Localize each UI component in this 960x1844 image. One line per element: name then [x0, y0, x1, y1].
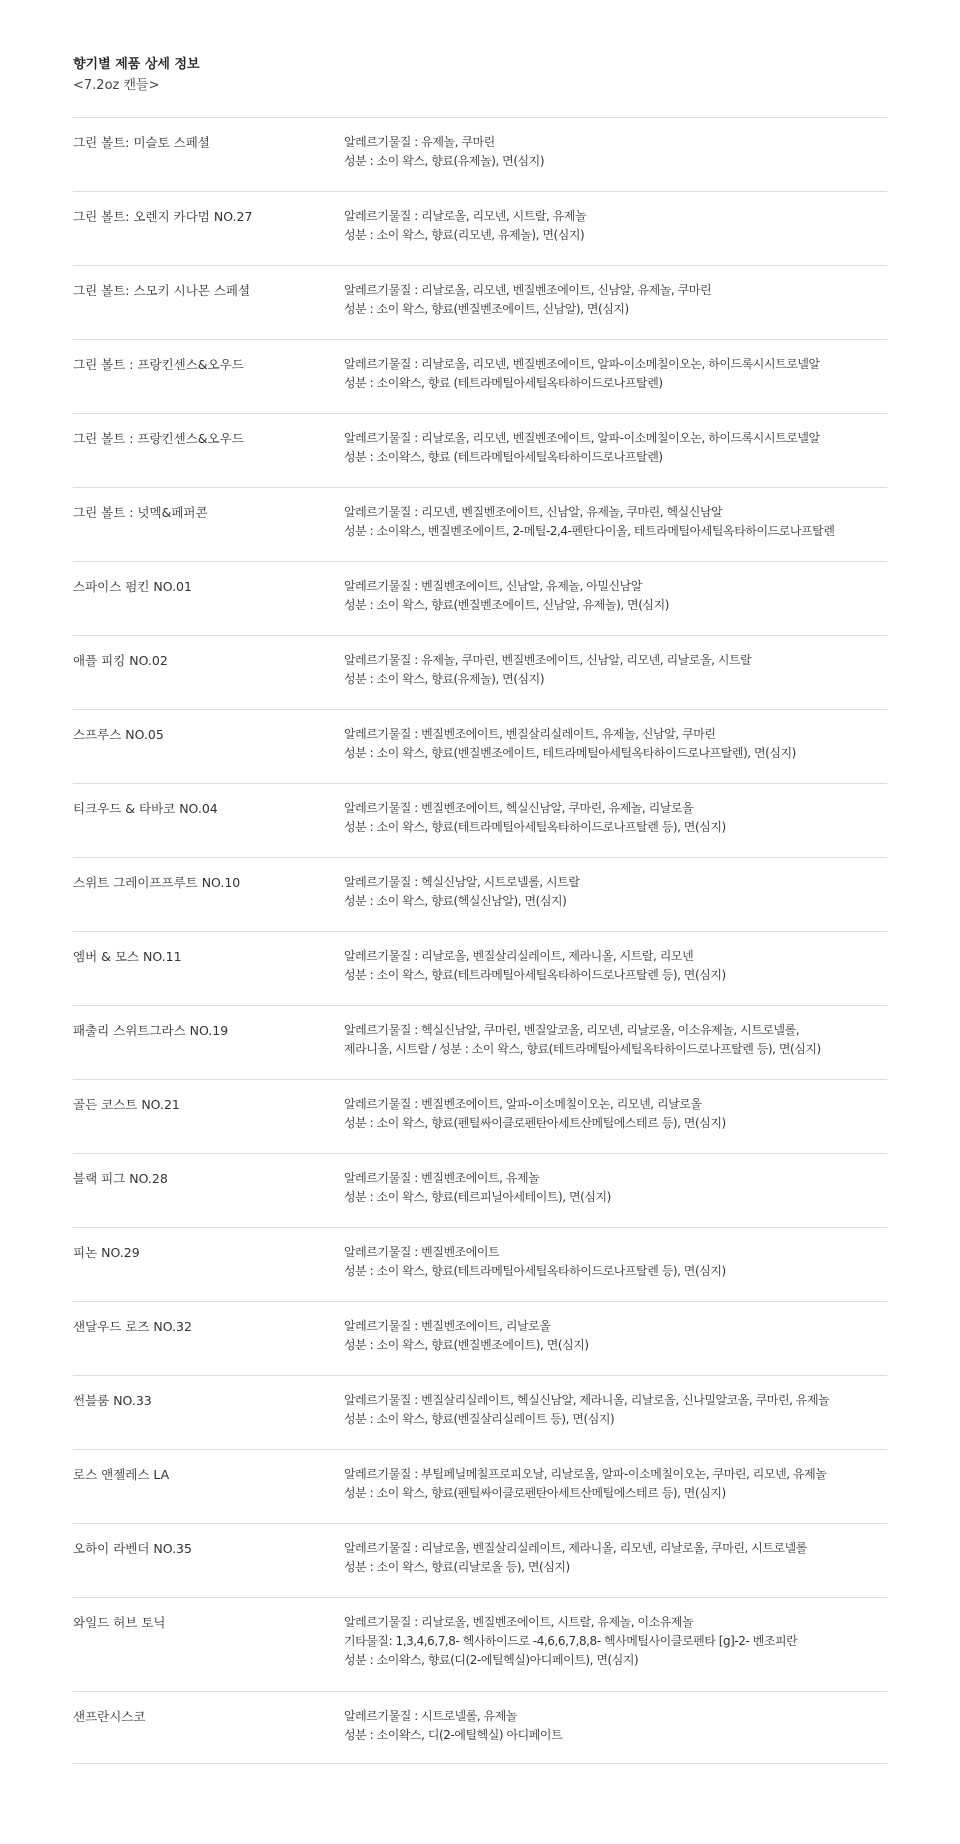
scent-name: 패출리 스위트그라스 NO.19 — [73, 1023, 229, 1038]
detail-line: 알레르기물질 : 유제놀, 쿠마린, 벤질벤조에이트, 신남알, 리모넨, 리날로올, 시트랄 — [344, 653, 752, 667]
scent-name: 샌달우드 로즈 NO.32 — [73, 1319, 192, 1334]
table-row — [73, 1302, 887, 1376]
scent-details — [344, 799, 887, 857]
scent-name: 그린 볼트: 오렌지 카다멈 NO.27 — [73, 209, 253, 224]
detail-line: 알레르기물질 : 시트로넬롤, 유제놀 — [344, 1709, 518, 1723]
scent-name: 그린 볼트: 스모키 시나몬 스페셜 — [73, 283, 251, 298]
table-row — [73, 1154, 887, 1228]
detail-line: 기타물질: 1,3,4,6,7,8- 헥사하이드로 -4,6,6,7,8,8- 헥사메틸사이클로펜타 [g]-2- 벤조피란 — [344, 1634, 798, 1648]
scent-name: 블랙 피그 NO.28 — [73, 1171, 168, 1186]
scent-details — [344, 651, 887, 709]
table-row — [73, 340, 887, 414]
scent-details — [344, 577, 887, 635]
page-title: 향기별 제품 상세 정보 — [73, 57, 200, 72]
scent-name: 그린 볼트 : 넛멕&페퍼콘 — [73, 505, 208, 520]
detail-line: 알레르기물질 : 리날로올, 벤질살리실레이트, 제라니올, 리모넨, 리날로올, 쿠마린, 시트로넬롤 — [344, 1541, 807, 1555]
scent-name: 스위트 그레이프프루트 NO.10 — [73, 875, 241, 890]
detail-line: 성분 : 소이 왁스, 향료(벤질벤조에이트, 신남알), 면(심지) — [344, 302, 629, 316]
detail-line: 성분 : 소이 왁스, 향료(펜틸싸이클로펜탄아세트산메틸에스테르 등), 면(심지) — [344, 1116, 726, 1130]
table-row — [73, 414, 887, 488]
table-row — [73, 1692, 887, 1764]
detail-line: 알레르기물질 : 리날로올, 리모넨, 벤질벤조에이트, 신남알, 유제놀, 쿠마린 — [344, 283, 712, 297]
table-row — [73, 266, 887, 340]
detail-line: 성분 : 소이 왁스, 향료(리날로올 등), 면(심지) — [344, 1560, 570, 1574]
detail-line: 성분 : 소이 왁스, 향료(벤질벤조에이트, 신남알, 유제놀), 면(심지) — [344, 598, 669, 612]
table-row — [73, 488, 887, 562]
scent-details — [344, 429, 887, 487]
detail-line: 알레르기물질 : 부틸페닐메칠프로피오날, 리날로올, 알파-이소메칠이오논, 쿠마린, 리모넨, 유제놀 — [344, 1467, 827, 1481]
detail-line: 성분 : 소이왁스, 디(2-에틸헥실) 아디페이트 — [344, 1728, 563, 1742]
detail-line: 알레르기물질 : 리날로올, 리모넨, 벤질벤조에이트, 알파-이소메칠이오논, 하이드록시시트로넬알 — [344, 431, 820, 445]
detail-line: 알레르기물질 : 리날로올, 리모넨, 시트랄, 유제놀 — [344, 209, 587, 223]
table-row — [73, 562, 887, 636]
table-row — [73, 710, 887, 784]
scent-details — [344, 355, 887, 413]
scent-name: 스파이스 펌킨 NO.01 — [73, 579, 192, 594]
detail-line: 성분 : 소이 왁스, 향료(테트라메틸아세틸옥타하이드로나프탈렌 등), 면(심지) — [344, 820, 726, 834]
scent-name: 티크우드 & 타바코 NO.04 — [73, 801, 218, 816]
detail-line: 제라니올, 시트랄 / 성분 : 소이 왁스, 향료(테트라메틸아세틸옥타하이드로나프탈렌 등), 면(심지) — [344, 1042, 821, 1056]
scent-details — [344, 1707, 887, 1763]
detail-line: 알레르기물질 : 리모넨, 벤질벤조에이트, 신남알, 유제놀, 쿠마린, 헥실신남알 — [344, 505, 723, 519]
table-row — [73, 192, 887, 266]
scent-table — [73, 117, 887, 1764]
scent-name: 썬블룸 NO.33 — [73, 1393, 152, 1408]
detail-line: 성분 : 소이 왁스, 향료(테트라메틸아세틸옥타하이드로나프탈렌 등), 면(심지) — [344, 968, 726, 982]
detail-line: 알레르기물질 : 벤질벤조에이트, 리날로올 — [344, 1319, 551, 1333]
scent-details — [344, 1317, 887, 1375]
scent-name: 샌프란시스코 — [73, 1709, 146, 1724]
detail-line: 성분 : 소이 왁스, 향료(유제놀), 면(심지) — [344, 154, 545, 168]
detail-line: 알레르기물질 : 헥실신남알, 시트로넬롤, 시트랄 — [344, 875, 580, 889]
scent-name: 그린 볼트: 미슬토 스페셜 — [73, 135, 210, 150]
detail-line: 성분 : 소이 왁스, 향료(벤질벤조에이트), 면(심지) — [344, 1338, 589, 1352]
table-row — [73, 858, 887, 932]
scent-details — [344, 1169, 887, 1227]
detail-line: 알레르기물질 : 리날로올, 리모넨, 벤질벤조에이트, 알파-이소메칠이오논, 하이드록시시트로넬알 — [344, 357, 820, 371]
detail-line: 알레르기물질 : 유제놀, 쿠마린 — [344, 135, 495, 149]
scent-details — [344, 947, 887, 1005]
detail-line: 알레르기물질 : 벤질벤조에이트, 신남알, 유제놀, 아밀신남알 — [344, 579, 642, 593]
scent-name: 오하이 라벤더 NO.35 — [73, 1541, 192, 1556]
detail-line: 성분 : 소이왁스, 향료(디(2-에틸헥실)아디페이트), 면(심지) — [344, 1653, 639, 1667]
detail-line: 성분 : 소이 왁스, 향료(벤질살리실레이트 등), 면(심지) — [344, 1412, 615, 1426]
detail-line: 성분 : 소이왁스, 향료 (테트라메틸아세틸옥타하이드로나프탈렌) — [344, 376, 663, 390]
detail-line: 성분 : 소이 왁스, 향료(리모넨, 유제놀), 면(심지) — [344, 228, 585, 242]
scent-details — [344, 1243, 887, 1301]
table-row — [73, 636, 887, 710]
scent-details — [344, 1391, 887, 1449]
scent-details — [344, 1095, 887, 1153]
scent-name: 피논 NO.29 — [73, 1245, 140, 1260]
scent-details — [344, 133, 887, 191]
scent-details — [344, 725, 887, 783]
table-row — [73, 932, 887, 1006]
detail-line: 알레르기물질 : 벤질벤조에이트, 유제놀 — [344, 1171, 540, 1185]
table-row — [73, 1376, 887, 1450]
table-row — [73, 1524, 887, 1598]
table-row — [73, 118, 887, 192]
detail-line: 성분 : 소이 왁스, 향료(헥실신남알), 면(심지) — [344, 894, 567, 908]
scent-details — [344, 1021, 887, 1079]
scent-details — [344, 503, 887, 561]
table-row — [73, 1450, 887, 1524]
page-subtitle: <7.2oz 캔들> — [73, 78, 160, 93]
detail-line: 알레르기물질 : 벤질벤조에이트 — [344, 1245, 500, 1259]
scent-details — [344, 281, 887, 339]
scent-name: 엠버 & 모스 NO.11 — [73, 949, 182, 964]
detail-line: 알레르기물질 : 리날로올, 벤질살리실레이트, 제라니올, 시트랄, 리모넨 — [344, 949, 694, 963]
detail-line: 성분 : 소이 왁스, 향료(펜틸싸이클로펜탄아세트산메틸에스테르 등), 면(심지) — [344, 1486, 726, 1500]
table-row — [73, 1598, 887, 1692]
detail-line: 성분 : 소이 왁스, 향료(테르피닐아세테이트), 면(심지) — [344, 1190, 611, 1204]
detail-line: 알레르기물질 : 헥실신남알, 쿠마린, 벤질알코올, 리모넨, 리날로올, 이소유제놀, 시트로넬롤, — [344, 1023, 800, 1037]
scent-name: 와일드 허브 토닉 — [73, 1615, 166, 1630]
scent-details — [344, 1539, 887, 1597]
scent-name: 골든 코스트 NO.21 — [73, 1097, 180, 1112]
detail-line: 알레르기물질 : 벤질벤조에이트, 알파-이소메칠이오논, 리모넨, 리날로올 — [344, 1097, 702, 1111]
detail-line: 성분 : 소이 왁스, 향료(테트라메틸아세틸옥타하이드로나프탈렌 등), 면(심지) — [344, 1264, 726, 1278]
scent-details — [344, 1465, 887, 1523]
detail-line: 성분 : 소이 왁스, 향료(벤질벤조에이트, 테트라메틸아세틸옥타하이드로나프탈렌), 면(심지) — [344, 746, 796, 760]
detail-line: 알레르기물질 : 벤질살리실레이트, 헥실신남알, 제라니올, 리날로올, 신나밀알코올, 쿠마린, 유제놀 — [344, 1393, 830, 1407]
scent-details — [344, 207, 887, 265]
detail-line: 성분 : 소이왁스, 향료 (테트라메틸아세틸옥타하이드로나프탈렌) — [344, 450, 663, 464]
scent-name: 애플 피킹 NO.02 — [73, 653, 168, 668]
scent-details — [344, 1613, 887, 1691]
table-row — [73, 1228, 887, 1302]
scent-name: 그린 볼트 : 프랑킨센스&오우드 — [73, 431, 244, 446]
table-row — [73, 1080, 887, 1154]
detail-line: 성분 : 소이 왁스, 향료(유제놀), 면(심지) — [344, 672, 545, 686]
product-details-section — [73, 0, 887, 1764]
detail-line: 알레르기물질 : 리날로올, 벤질벤조에이트, 시트랄, 유제놀, 이소유제놀 — [344, 1615, 694, 1629]
table-row — [73, 784, 887, 858]
scent-name: 로스 앤젤레스 LA — [73, 1467, 170, 1482]
table-row — [73, 1006, 887, 1080]
scent-details — [344, 873, 887, 931]
detail-line: 알레르기물질 : 벤질벤조에이트, 벤질살리실레이트, 유제놀, 신남알, 쿠마린 — [344, 727, 716, 741]
detail-line: 성분 : 소이왁스, 벤질벤조에이트, 2-메틸-2,4-펜탄다이올, 테트라메틸아세틸옥타하이드로나프탈렌 — [344, 524, 835, 538]
scent-name: 그린 볼트 : 프랑킨센스&오우드 — [73, 357, 244, 372]
scent-name: 스프루스 NO.05 — [73, 727, 164, 742]
detail-line: 알레르기물질 : 벤질벤조에이트, 헥실신남알, 쿠마린, 유제놀, 리날로올 — [344, 801, 694, 815]
